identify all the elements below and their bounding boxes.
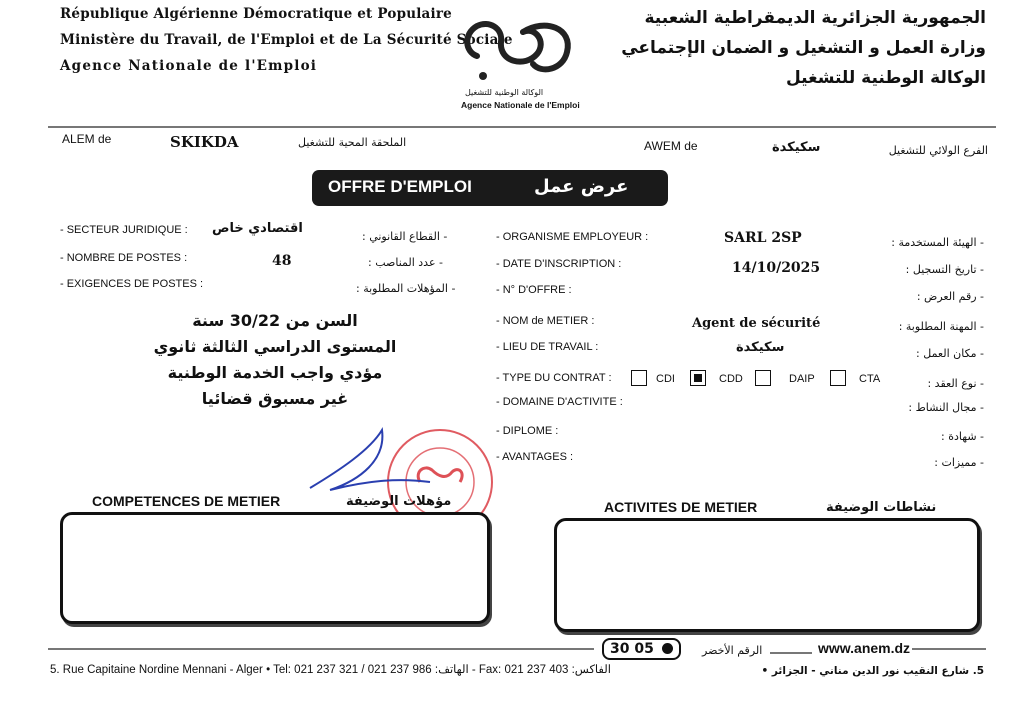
anem-logo [455,4,585,112]
competences-box[interactable] [60,512,490,624]
cta-label: CTA [859,373,881,385]
daip-checkbox[interactable] [755,370,771,386]
competences-title-ar: مؤهلات الوضيفة [346,494,452,509]
cdi-checkbox[interactable] [631,370,647,386]
cdd-checkbox[interactable] [690,370,706,386]
activites-title: ACTIVITES DE METIER [604,499,758,515]
requirement-no-record: غير مسبوق قضائيا [201,389,349,408]
offre-label: - N° D'OFFRE : [496,284,572,296]
metier-label: - NOM de METIER : [496,315,595,327]
title-fr: OFFRE D'EMPLOI [328,177,472,196]
alem-value: SKIKDA [170,133,239,151]
green-number-label-ar: الرقم الأخضر [702,644,763,657]
secteur-label-ar: - القطاع القانوني : [362,230,448,243]
lieu-label-ar: - مكان العمل : [916,347,984,360]
domaine-label: - DOMAINE D'ACTIVITE : [496,396,623,408]
contrat-label-ar: - نوع العقد : [927,377,984,390]
header-fr-line2: Ministère du Travail, de l'Emploi et de La Sécurité Sociale [60,32,513,48]
secteur-label: - SECTEUR JURIDIQUE : [60,224,188,236]
stamp-logo-icon [418,468,462,482]
contrat-label: - TYPE DU CONTRAT : [496,372,612,384]
diplome-label-ar: - شهادة : [941,430,984,443]
header-divider [48,126,996,128]
footer-rule-right [912,648,986,650]
logo-caption-fr: Agence Nationale de l'Emploi [461,100,580,110]
header-ar-line3: الوكالة الوطنية للتشغيل [785,68,986,88]
header-fr-line1: République Algérienne Démocratique et Populaire [60,6,452,22]
exigences-label: - EXIGENCES DE POSTES : [60,278,204,290]
footer-rule-left [48,648,594,650]
address-fr: 5. Rue Capitaine Nordine Mennani - Alger • Tel: 021 237 321 / 021 237 986 :الهاتف - Fax: 021 237 403 :الفاكس [50,664,611,676]
alem-label: ALEM de [62,132,112,146]
competences-title: COMPETENCES DE METIER [92,493,281,509]
address-ar: 5. شارع النقيب نور الدين مناني - الجزائر • [761,665,984,677]
activites-title-ar: نشاطات الوضيفة [826,500,937,515]
organisme-label-ar: - الهيئة المستخدمة : [891,236,984,249]
cta-checkbox[interactable] [830,370,846,386]
organisme-value: SARL 2SP [724,230,802,246]
diplome-label: - DIPLOME : [496,425,559,437]
daip-label: DAIP [789,373,815,385]
avantages-label: - AVANTAGES : [496,451,574,463]
cdd-label: CDD [719,373,743,385]
lieu-label: - LIEU DE TRAVAIL : [496,341,599,353]
metier-label-ar: - المهنة المطلوبة : [898,320,984,333]
exigences-label-ar: - المؤهلات المطلوبة : [356,282,456,295]
requirements-list [150,308,400,412]
cdi-label: CDI [656,373,675,385]
awem-label: AWEM de [644,139,698,153]
offre-label-ar: - رقم العرض : [916,290,984,303]
title-ar: عرض عمل [534,176,629,197]
header-ar-line2: وزارة العمل و التشغيل و الضمان الإجتماعي [621,38,986,58]
footer-rule-mid [770,652,812,654]
metier-value: Agent de sécurité [692,316,821,331]
postes-value: 48 [272,253,292,269]
activites-box[interactable] [554,518,980,632]
green-number: 30 05 [610,641,654,657]
header-fr-line3: Agence Nationale de l'Emploi [60,58,318,74]
requirement-age: السن من 30/22 سنة [192,311,358,330]
postes-label-ar: - عدد المناصب : [368,256,443,269]
alem-label-ar: الملحقة المحية للتشغيل [298,136,407,149]
header-ar-line1: الجمهورية الجزائرية الديمقراطية الشعبية [644,8,986,28]
logo-caption-ar: الوكالة الوطنية للتشغيل [465,88,544,97]
domaine-label-ar: - مجال النشاط : [908,401,984,414]
avantages-label-ar: - مميزات : [934,456,984,469]
organisme-label: - ORGANISME EMPLOYEUR : [496,231,649,243]
website-link[interactable]: www.anem.dz [818,640,911,656]
date-value: 14/10/2025 [732,260,821,276]
date-label-ar: - تاريخ التسجيل : [905,263,984,276]
phone-icon [662,643,673,654]
lieu-value: سكيكدة [736,340,785,355]
requirement-national-service: مؤدي واجب الخدمة الوطنية [167,363,383,382]
green-number-badge [602,638,681,660]
date-label: - DATE D'INSCRIPTION : [496,258,622,270]
title-banner [312,170,668,206]
secteur-value: اقتصادي خاص [212,221,303,236]
requirement-education: المستوى الدراسي الثالثة ثانوي [153,337,397,356]
awem-label-ar: الفرع الولائي للتشغيل [888,144,988,157]
postes-label: - NOMBRE DE POSTES : [60,252,188,264]
anem-logo-mark-icon [455,4,585,90]
awem-value: سكيكدة [772,140,821,155]
